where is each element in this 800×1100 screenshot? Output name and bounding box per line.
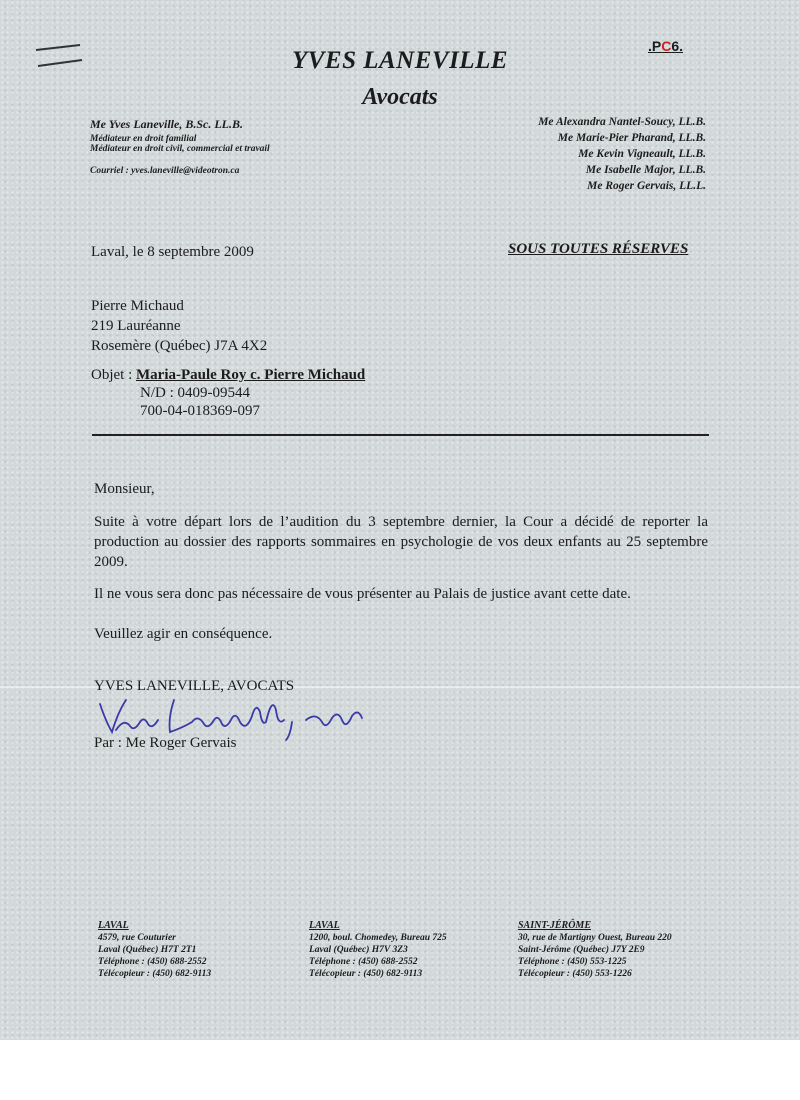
associate-name: Me Marie-Pier Pharand, LL.B. [557, 132, 706, 144]
document-stamp: .PC6. [648, 38, 684, 54]
associate-name: Me Kevin Vigneault, LL.B. [578, 148, 706, 160]
objet-reference: N/D : 0409-09544 [140, 385, 250, 401]
office-line: Laval (Québec) H7T 2T1 [98, 945, 197, 955]
founder-title: Médiateur en droit civil, commercial et travail [90, 144, 270, 154]
office-line: Laval (Québec) H7V 3Z3 [309, 945, 408, 955]
separator-line [92, 434, 709, 436]
objet-subject: Maria-Paule Roy c. Pierre Michaud [136, 367, 366, 383]
recipient-line: Rosemère (Québec) J7A 4X2 [91, 338, 268, 354]
office-city: LAVAL [98, 920, 129, 931]
body-paragraph: Veuillez agir en conséquence. [94, 626, 273, 642]
office-line: Téléphone : (450) 688-2552 [98, 957, 207, 967]
objet-reference: 700-04-018369-097 [140, 403, 260, 419]
signatory: Par : Me Roger Gervais [94, 735, 237, 751]
office-city: LAVAL [309, 920, 340, 931]
office-line: Télécopieur : (450) 682-9113 [309, 969, 423, 979]
recipient-line: 219 Lauréanne [91, 318, 181, 334]
body-paragraph: Il ne vous sera donc pas nécessaire de vous présenter au Palais de justice avant cette date. [94, 586, 631, 602]
firm-name: YVES LANEVILLE [291, 47, 509, 74]
founder-name: Me Yves Laneville, B.Sc. LL.B. [90, 117, 243, 131]
office-city: SAINT-JÉRÔME [518, 920, 591, 931]
office-line: Saint-Jérôme (Québec) J7Y 2E9 [518, 945, 645, 955]
founder-block [90, 117, 270, 176]
reserves-notice: SOUS TOUTES RÉSERVES [508, 241, 689, 257]
salutation: Monsieur, [94, 481, 155, 497]
office-block [309, 920, 447, 980]
associate-name: Me Isabelle Major, LL.B. [585, 164, 706, 176]
office-line: Télécopieur : (450) 553-1226 [518, 969, 632, 979]
associate-name: Me Roger Gervais, LL.L. [587, 180, 706, 192]
founder-email: Courriel : yves.laneville@videotron.ca [90, 166, 240, 176]
office-line: Télécopieur : (450) 682-9113 [98, 969, 212, 979]
subject-block [91, 366, 365, 420]
body-paragraph: Suite à votre départ lors de l’audition du 3 septembre dernier, la Cour a décidé de reporter la production au dossier des rapports sommaires en psychologie de vos deux enfants au 25 septembre 2009. [94, 514, 708, 570]
associate-name: Me Alexandra Nantel-Soucy, LL.B. [538, 116, 706, 128]
office-line: 4579, rue Couturier [98, 933, 176, 943]
office-block [98, 920, 211, 980]
recipient-line: Pierre Michaud [91, 298, 184, 314]
associates-list [538, 114, 706, 194]
objet-label: Objet : [91, 367, 133, 383]
office-block [518, 920, 672, 980]
office-line: Téléphone : (450) 688-2552 [309, 957, 418, 967]
office-line: 1200, boul. Chomedey, Bureau 725 [309, 933, 447, 943]
founder-title: Médiateur en droit familial [90, 134, 197, 144]
office-line: Téléphone : (450) 553-1225 [518, 957, 627, 967]
recipient-address [91, 296, 267, 356]
firm-subtitle: Avocats [362, 84, 438, 110]
office-line: 30, rue de Martigny Ouest, Bureau 220 [518, 933, 672, 943]
letter-date: Laval, le 8 septembre 2009 [91, 244, 254, 260]
signature-firm: YVES LANEVILLE, AVOCATS [94, 678, 295, 694]
